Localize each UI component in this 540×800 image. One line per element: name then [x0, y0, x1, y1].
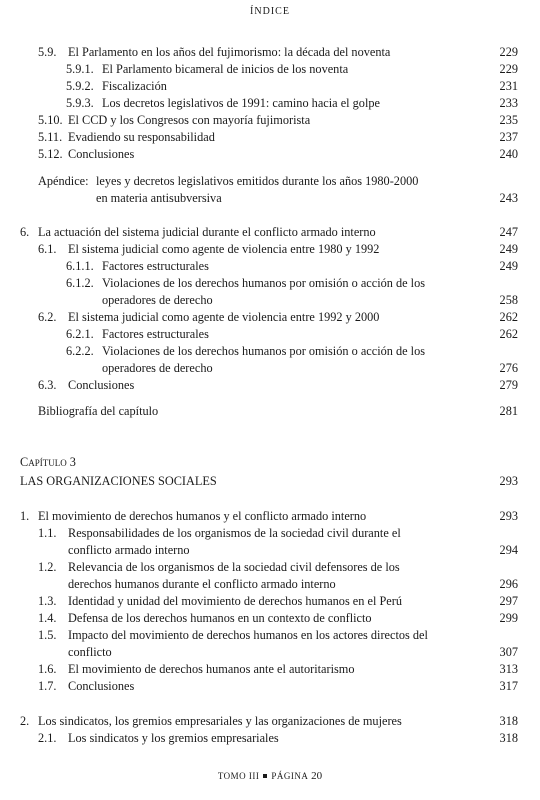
toc-entry-title: leyes y decretos legislativos emitidos durante los años 1980-2000 — [96, 174, 419, 188]
toc-entry-number: 6.3. — [38, 378, 57, 392]
toc-entry-title: Identidad y unidad del movimiento de derechos humanos en el Perú — [68, 594, 402, 608]
toc-entry-page: 231 — [499, 79, 518, 93]
toc-entry-title: Bibliografía del capítulo — [38, 404, 159, 418]
toc-entry-number: 1.5. — [38, 628, 57, 642]
toc-entry-page: 237 — [499, 130, 518, 144]
toc-entry-number: 1.7. — [38, 679, 57, 693]
toc-entry-title: Factores estructurales — [102, 259, 209, 273]
footer-volume: TOMO III — [217, 771, 260, 781]
toc-entry-number: 1.4. — [38, 611, 57, 625]
toc-entry-page: 262 — [499, 327, 518, 341]
toc-entry-number: 5.9. — [38, 45, 57, 59]
toc-entry-page: 276 — [499, 361, 518, 375]
toc-entry-number: 5.9.1. — [66, 62, 94, 76]
toc-entry-number: 1.3. — [38, 594, 57, 608]
footer-page-number: 20 — [311, 770, 323, 782]
toc-entry-title: conflicto armado interno — [68, 543, 190, 557]
toc-entry-title: en materia antisubversiva — [96, 191, 222, 205]
toc-entry-title: Los sindicatos, los gremios empresariales y las organizaciones de mujeres — [38, 714, 402, 728]
toc-entry-page: 235 — [499, 113, 518, 127]
toc-entry-title: derechos humanos durante el conflicto armado interno — [68, 577, 336, 591]
toc-entry-page: 247 — [499, 225, 518, 239]
toc-entry-page: 240 — [499, 147, 518, 161]
toc-entry-page: 229 — [499, 62, 518, 76]
toc-entry-title: El movimiento de derechos humanos y el conflicto armado interno — [38, 509, 367, 523]
toc-entry-number: 1.2. — [38, 560, 57, 574]
toc-entry-page: 258 — [499, 293, 518, 307]
toc-entry-title: Impacto del movimiento de derechos humanos en los actores directos del — [68, 628, 428, 642]
toc-entry-title: La actuación del sistema judicial durante el conflicto armado interno — [38, 225, 376, 239]
toc-entry-number: 2. — [20, 714, 30, 728]
toc-entry-title: El Parlamento bicameral de inicios de los noventa — [102, 62, 349, 76]
toc-entry-title: Factores estructurales — [102, 327, 209, 341]
toc-entry-page: 249 — [499, 242, 518, 256]
toc-entry-page: 279 — [499, 378, 518, 392]
toc-entry-page: 307 — [499, 645, 518, 659]
toc-entry-page: 297 — [499, 594, 518, 608]
toc-entry-number: 6.1. — [38, 242, 57, 256]
toc-entry-title: El sistema judicial como agente de violencia entre 1980 y 1992 — [68, 242, 380, 256]
toc-entry-title: Conclusiones — [68, 147, 135, 161]
toc-entry-title: conflicto — [68, 645, 112, 659]
toc-entry-title: LAS ORGANIZACIONES SOCIALES — [20, 474, 217, 488]
toc-entry-title: Violaciones de los derechos humanos por omisión o acción de los — [102, 276, 426, 290]
toc-entry-title: Conclusiones — [68, 679, 135, 693]
toc-entry-page: 313 — [499, 662, 518, 676]
toc-entry-title: Los sindicatos y los gremios empresariales — [68, 731, 279, 745]
toc-entry-title: Fiscalización — [102, 79, 167, 93]
toc-entry-page: 281 — [499, 404, 518, 418]
toc-entry-page: 293 — [499, 474, 518, 488]
toc-entry-page: 296 — [499, 577, 518, 591]
toc-entry-page: 233 — [499, 96, 518, 110]
toc-entry-number: Apéndice: — [38, 174, 89, 188]
toc-entry-number: 5.9.3. — [66, 96, 94, 110]
toc-entry-number: 1. — [20, 509, 30, 523]
footer-page-label: PÁGINA — [271, 771, 309, 781]
footer-separator — [263, 774, 267, 778]
toc-entry-number: 6.2. — [38, 310, 57, 324]
toc-entry-title: operadores de derecho — [102, 361, 213, 375]
toc-entry-number: 5.9.2. — [66, 79, 94, 93]
toc-entry-number: 1.6. — [38, 662, 57, 676]
toc-entry-title: Defensa de los derechos humanos en un contexto de conflicto — [68, 611, 372, 625]
toc-entry-page: 318 — [499, 714, 518, 728]
toc-entry-title: Los decretos legislativos de 1991: camino hacia el golpe — [102, 96, 380, 110]
toc-entry-page: 243 — [499, 191, 518, 205]
toc-entry-title: Conclusiones — [68, 378, 135, 392]
toc-entry-number: 6.1.2. — [66, 276, 94, 290]
toc-entry-number: 6.1.1. — [66, 259, 94, 273]
toc-entry-title: El CCD y los Congresos con mayoría fujimorista — [68, 113, 311, 127]
toc-entry-title: Responsabilidades de los organismos de la sociedad civil durante el — [68, 526, 401, 540]
toc-entry-title: Relevancia de los organismos de la sociedad civil defensores de los — [68, 560, 400, 574]
toc-entry-number: 6.2.2. — [66, 344, 94, 358]
toc-entry-page: 318 — [499, 731, 518, 745]
toc-entry-page: 317 — [499, 679, 518, 693]
toc-entry-page: 294 — [499, 543, 518, 557]
toc-entry-title: Violaciones de los derechos humanos por omisión o acción de los — [102, 344, 426, 358]
toc-entry-page: 299 — [499, 611, 518, 625]
toc-entry-number: 5.10. — [38, 113, 63, 127]
toc-entry-number: 6.2.1. — [66, 327, 94, 341]
toc-entry-number: 5.12. — [38, 147, 63, 161]
toc-entry-page: 249 — [499, 259, 518, 273]
toc-entry-title: El sistema judicial como agente de violencia entre 1992 y 2000 — [68, 310, 380, 324]
toc-entry-title: Capítulo 3 — [20, 455, 76, 469]
toc-entry-title: Evadiendo su responsabilidad — [68, 130, 215, 144]
toc-entry-number: 5.11. — [38, 130, 63, 144]
toc-entry-page: 262 — [499, 310, 518, 324]
toc-entry-title: El movimiento de derechos humanos ante el autoritarismo — [68, 662, 355, 676]
running-header: ÍNDICE — [250, 6, 290, 17]
toc-entry-title: operadores de derecho — [102, 293, 213, 307]
toc-entry-number: 1.1. — [38, 526, 57, 540]
toc-entry-title: El Parlamento en los años del fujimorismo: la década del noventa — [68, 45, 391, 59]
toc-entry-number: 2.1. — [38, 731, 57, 745]
toc-entry-number: 6. — [20, 225, 30, 239]
toc-entry-page: 229 — [499, 45, 518, 59]
page-footer — [0, 770, 540, 782]
toc-entry-page: 293 — [499, 509, 518, 523]
